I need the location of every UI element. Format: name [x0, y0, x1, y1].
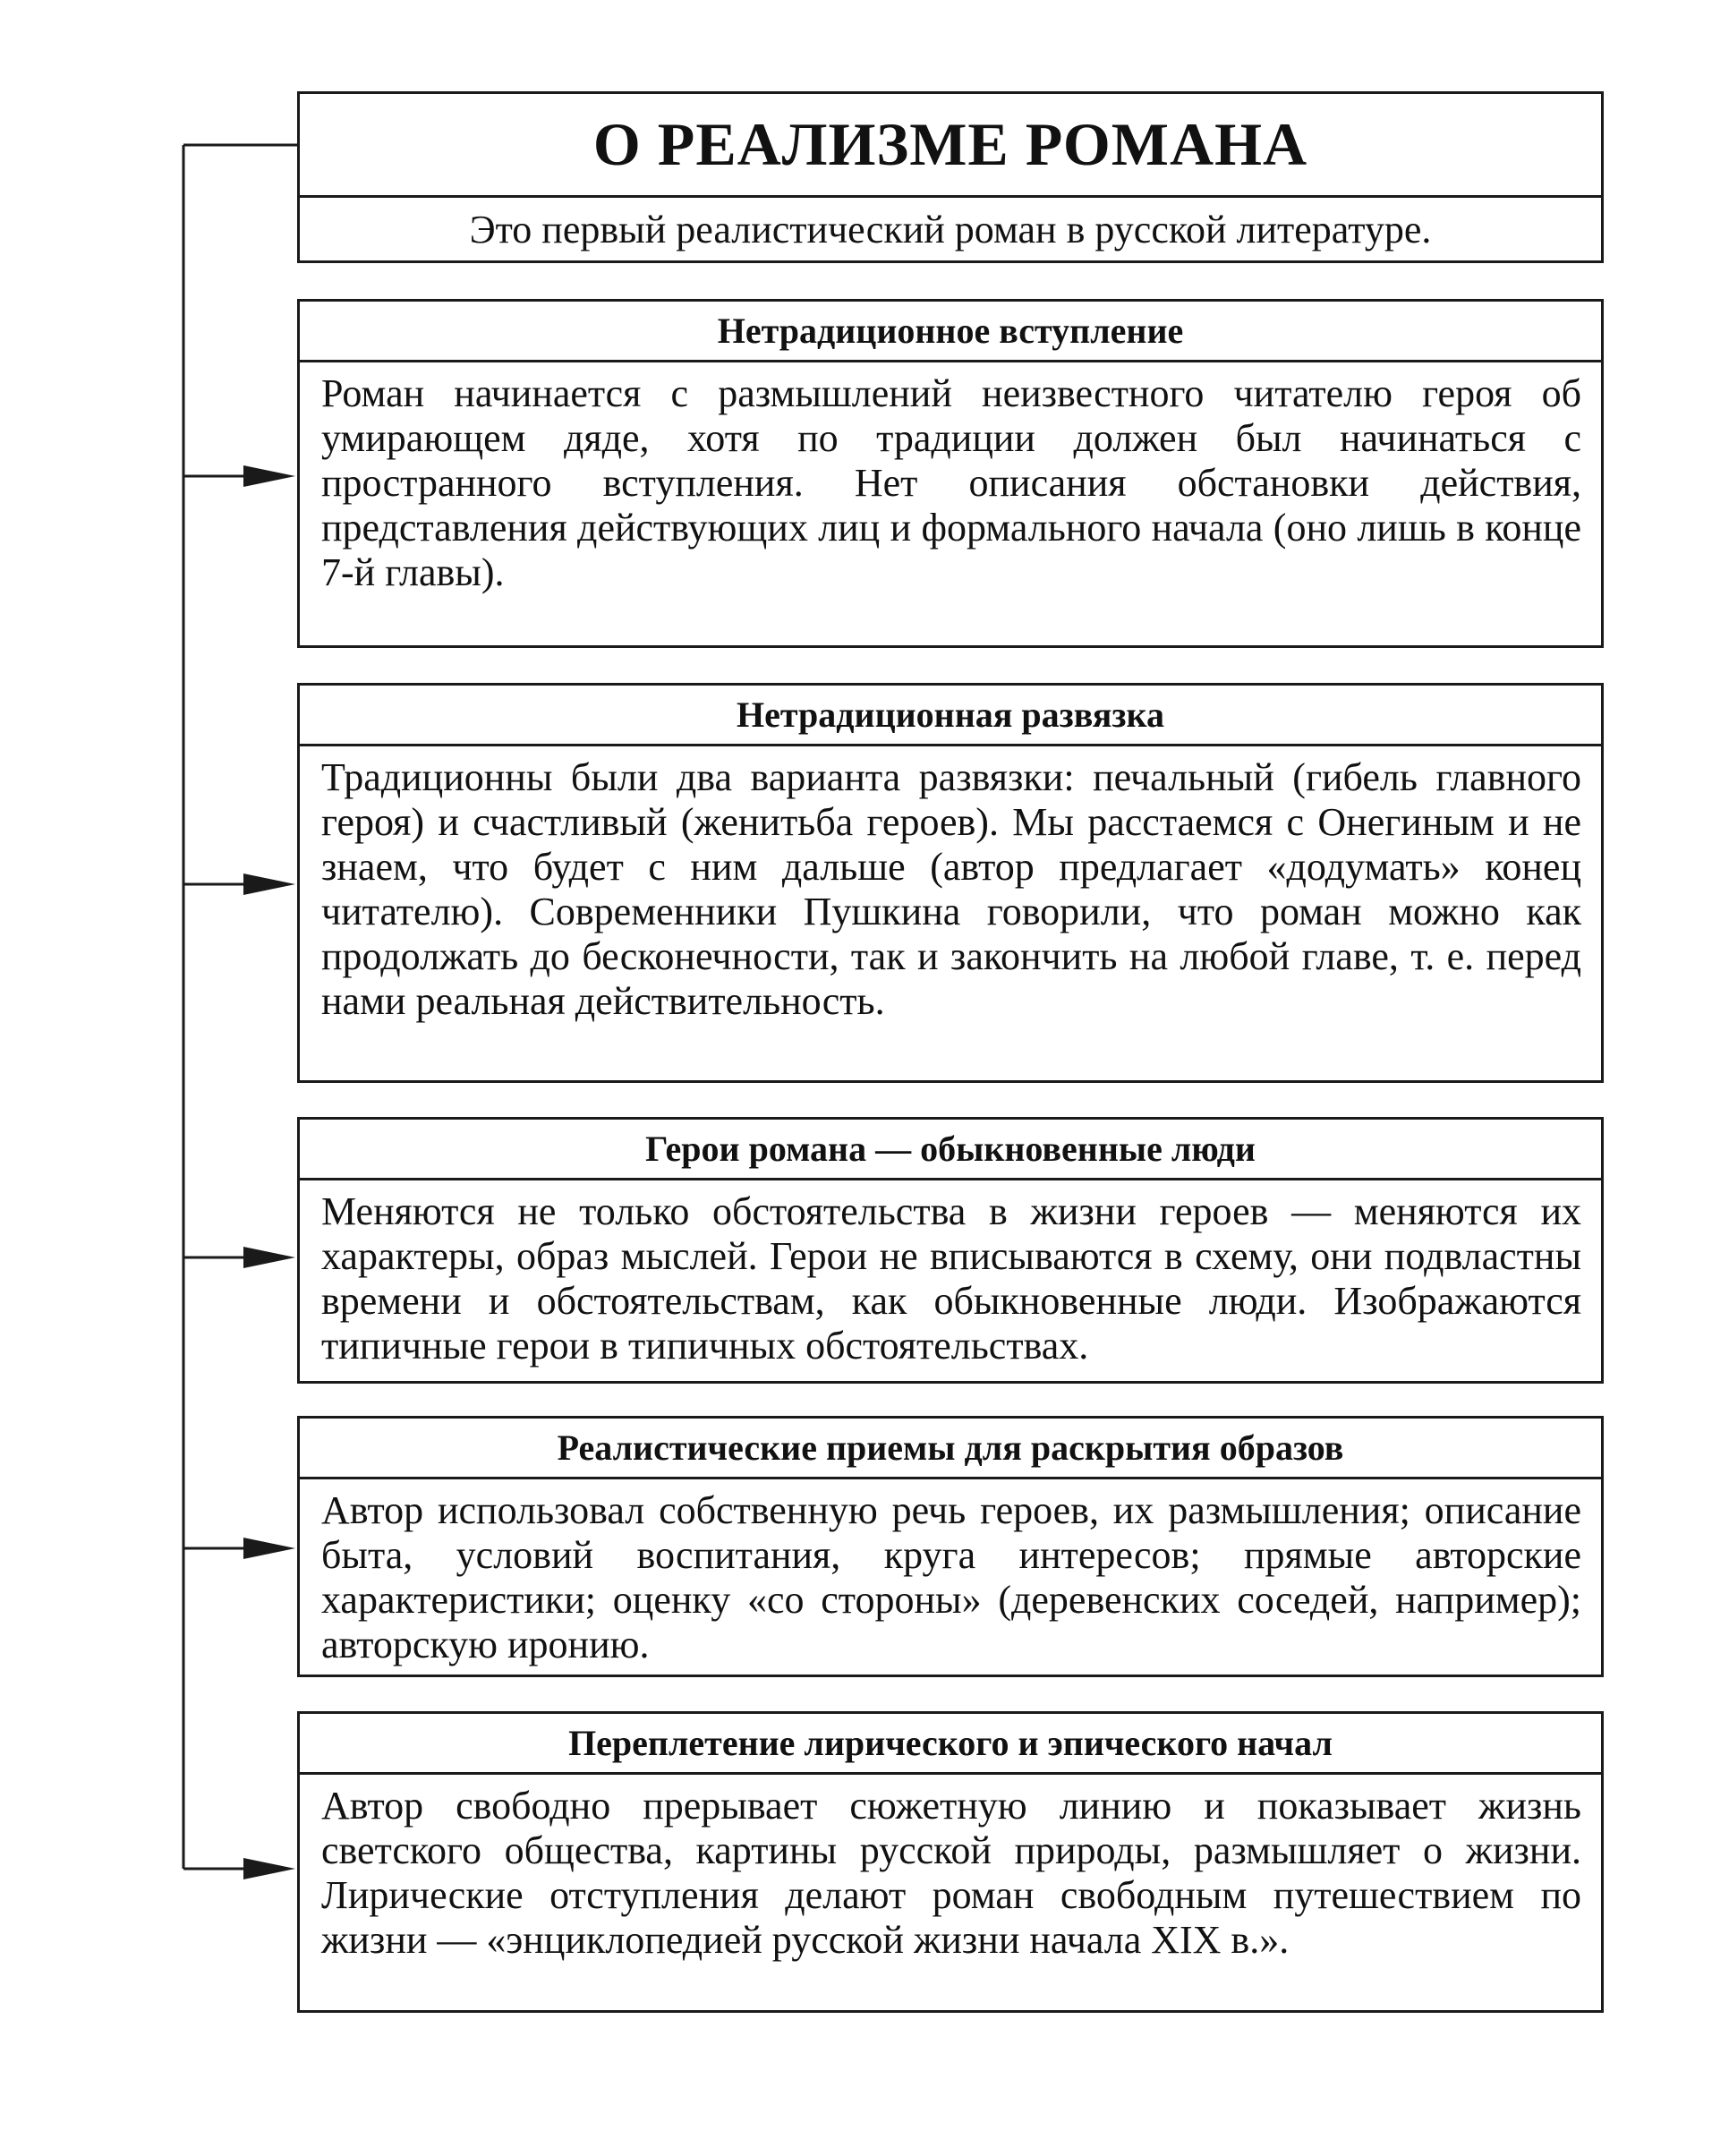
section-title-1: Нетрадиционное вступление [300, 302, 1601, 362]
section-title-5: Переплетение лирического и эпического начал [300, 1714, 1601, 1775]
section-box-1 [297, 299, 1604, 648]
title-box [297, 91, 1604, 263]
section-text-5: Автор свободно прерывает сюжетную линию и показывает жизнь светского общества, картины русской природы, размышляет о жизни. Лирические отступления делают роман свободным путешествием по жизни — «энциклопедией русской жизни начала XIX в.». [321, 1784, 1581, 1962]
arrow-to-section-1 [183, 465, 295, 487]
section-text-3: Меняются не только обстоятельства в жизни героев — меняются их характеры, образ мыслей. Герои не вписываются в схему, они подвластны времени и обстоятельствам, как обыкновенные люди. Изображаются типичные герои в типичных обстоятельствах. [321, 1189, 1581, 1368]
page-subtitle: Это первый реалистический роман в русской литературе. [469, 208, 1432, 251]
section-box-3 [297, 1117, 1604, 1384]
page-title: О РЕАЛИЗМЕ РОМАНА [300, 94, 1601, 198]
arrow-to-section-2 [183, 873, 295, 895]
arrow-to-section-4 [183, 1538, 295, 1559]
section-box-4 [297, 1416, 1604, 1677]
section-title-4: Реалистические приемы для раскрытия образов [300, 1419, 1601, 1479]
arrow-to-section-3 [183, 1247, 295, 1268]
section-text-4: Автор использовал собственную речь героев, их размышления; описание быта, условий воспитания, круга интересов; прямые авторские характеристики; оценку «со стороны» (деревенских соседей, например); авторскую иронию. [321, 1488, 1581, 1666]
section-box-5 [297, 1711, 1604, 2013]
arrow-to-section-5 [183, 1858, 295, 1879]
section-box-2 [297, 683, 1604, 1083]
section-text-1: Роман начинается с размышлений неизвестного читателю героя об умирающем дяде, хотя по традиции должен был начинаться с пространного вступления. Нет описания обстановки действия, представления действующих лиц и формального начала (оно лишь в конце 7-й главы). [321, 371, 1581, 594]
section-title-3: Герои романа — обыкновенные люди [300, 1120, 1601, 1180]
section-title-2: Нетрадиционная развязка [300, 686, 1601, 746]
section-text-2: Традиционны были два варианта развязки: печальный (гибель главного героя) и счастливый (женитьба героев). Мы расстаемся с Онегиным и не знаем, что будет с ним дальше (автор предлагает «додумать» конец читателю). Современники Пушкина говорили, что роман можно как продолжать до бесконечности, так и закончить на любой главе, т. е. перед нами реальная действительность. [321, 755, 1581, 1023]
